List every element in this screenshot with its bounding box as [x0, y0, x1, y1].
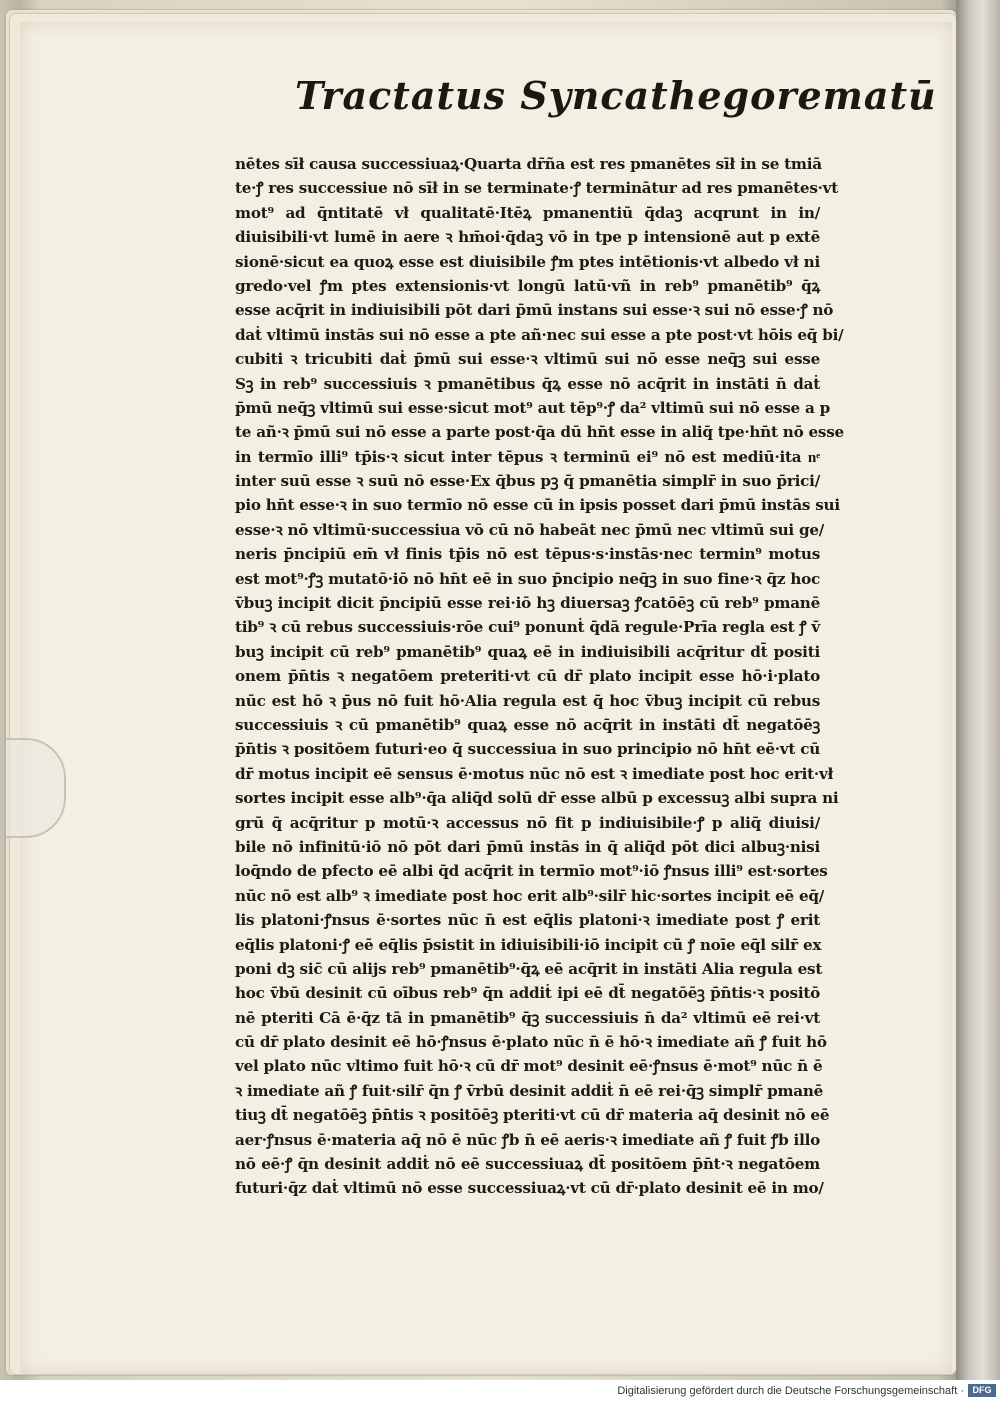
text-block: [235, 152, 844, 1198]
running-head: Tractatus Syncathegorematū: [295, 73, 937, 118]
text-line: tiuꝫ dt̄ negatōēꝫ p̄n̄tis ꝛ positōēꝫ pteriti·vt cū dr̄ materia aq̄ desinit nō eē: [235, 1106, 830, 1125]
text-line: te·ꝭ res successiue nō sīł in se terminate·ꝭ terminātur ad res pmanētes·vt: [235, 179, 839, 198]
text-line: dr̄ motus incipit eē sensus ē·motus nūc nō est ꝛ imediate post hoc erit·vł: [235, 764, 834, 783]
text-line: tib⁹ ꝛ cū rebus successiuis·rōe cui⁹ ponunṫ q̄dā regule·Prīa regla est ꝭ v̄: [235, 618, 820, 637]
text-line: nē pteriti Cā ē·q̄z tā in pmanētib⁹ q̄ꝫ successiuis n̄ da² vltimū eē rei·vt: [235, 1008, 820, 1027]
text-line: p̄n̄tis ꝛ positōem futuri·eo q̄ successiua in suo principio nō hn̄t eē·vt cū: [235, 740, 820, 759]
text-line: v̄buꝫ incipit dicit p̄ncipiū esse rei·iō hꝫ diuersaꝫ ꝭcatōēꝫ cū reb⁹ pmanē: [235, 594, 820, 613]
text-line: esse acq̄rit in indiuisibili pōt dari p̄mū instans sui esse·ꝛ sui nō esse·ꝭ nō: [235, 301, 834, 320]
text-line: poni dꝫ sic̄ cū alijs reb⁹ pmanētib⁹·q̄ꝝ eē acq̄rit in instāti Alia regula est: [235, 959, 823, 978]
text-line: cū dr̄ plato desinit eē hō·ꝭnsus ē·plato nūc n̄ ē hō·ꝛ imediate añ ꝭ fuit hō: [235, 1033, 827, 1052]
text-line: te añ·ꝛ p̄mū sui nō esse a parte post·q̄a dū hn̄t esse in aliq̄ tpe·hn̄t nō esse: [235, 423, 844, 442]
text-line: nō eē·ꝭ q̄n desinit addiṫ nō eē successiuaꝝ dt̄ positōem p̄n̄t·ꝛ negatōem: [235, 1155, 820, 1174]
text-line: inter suū esse ꝛ suū nō esse·Ex q̄bus pꝫ q̄ pmanētia simplr̄ in suo p̄rici/: [235, 472, 820, 491]
dfg-logo[interactable]: DFG: [968, 1384, 996, 1397]
text-line: cubiti ꝛ tricubiti daṫ p̄mū sui esse·ꝛ vltimū sui nō esse neq̄ꝫ sui esse: [235, 350, 820, 369]
text-line: grū q̄ acq̄ritur p motū·ꝛ accessus nō fit p indiuisibile·ꝭ p aliq̄ diuisi/: [235, 813, 820, 832]
text-line: nētes sīł causa successiuaꝝ·Quarta dr̄ña est res pmanētes sīł in se tmiā: [235, 155, 822, 173]
text-line: sionē·sicut ea quoꝝ esse est diuisibile ꝭm ptes intētionis·vt albedo vł ni: [235, 252, 820, 271]
book-spine: [956, 0, 1000, 1380]
text-line: vel plato nūc vltimo fuit hō·ꝛ cū dr̄ mot⁹ desinit eē·ꝭnsus ē·mot⁹ nūc n̄ ē: [235, 1057, 823, 1076]
text-line: lis platoni·ꝭnsus ē·sortes nūc n̄ est eq̄lis platoni·ꝛ imediate post ꝭ erit: [235, 911, 820, 930]
text-line: est mot⁹·ꝭꝫ mutatō·iō nō hn̄t eē in suo p̄ncipio neq̄ꝫ in suo fine·ꝛ q̄z hoc: [235, 569, 820, 588]
text-line: eq̄lis platoni·ꝭ eē eq̄lis p̄sistit in idiuisibili·iō incipit cū ꝭ noīe eq̄l silr̄ ex: [235, 935, 822, 954]
footer-bar: [0, 1380, 1000, 1401]
text-line: aer·ꝭnsus ē·materia aq̄ nō ē nūc ꝭb n̄ eē aeris·ꝛ imediate añ ꝭ fuit ꝭb illo: [235, 1130, 820, 1149]
page-clip: [6, 738, 66, 838]
text-line: gredo·vel ꝭm ptes extensionis·vt longū latū·vñ in reb⁹ pmanētib⁹ q̄ꝝ: [235, 276, 820, 295]
text-line: successiuis ꝛ cū pmanētib⁹ quaꝝ esse nō acq̄rit in instāti dt̄ negatōēꝫ: [235, 715, 820, 734]
text-line: buꝫ incipit cū reb⁹ pmanētib⁹ quaꝝ eē in indiuisibili acq̄ritur dt̄ positi: [235, 642, 820, 661]
text-line: futuri·q̄z daṫ vltimū nō esse successiuaꝝ·vt cū dr̄·plato desinit eē in mo/: [235, 1179, 824, 1198]
text-line: hoc v̄bū desinit cū oībus reb⁹ q̄n addiṫ ipi eē dt̄ negatōēꝫ p̄n̄tis·ꝛ positō: [235, 984, 820, 1003]
text-line: neris p̄ncipiū em̄ vł finis tp̄is nō est tēpus·s·instās·nec termin⁹ motus: [235, 545, 820, 564]
text-line: mot⁹ ad q̄ntitatē vł qualitatē·Itēꝝ pmanentiū q̄daꝫ acqrunt in in/: [235, 203, 820, 222]
text-line: esse·ꝛ nō vltimū·successiua vō cū nō habeāt nec p̄mū nec vltimū sui ge/: [235, 520, 825, 539]
text-line: in termīo illi⁹ tp̄is·ꝛ sicut inter tēpus ꝛ terminū ei⁹ nō est mediū·ita nͤ: [235, 447, 820, 466]
text-line: p̄mū neq̄ꝫ vltimū sui esse·sicut mot⁹ aut tēp⁹·ꝭ da² vltimū sui nō esse a p: [235, 398, 831, 417]
text-line: onem p̄n̄tis ꝛ negatōem preteriti·vt cū dr̄ plato incipit esse hō·i·plato: [235, 667, 820, 686]
text-line: daṫ vltimū instās sui nō esse a pte añ·nec sui esse a pte post·vt hōis eq̄ bi/: [235, 325, 844, 344]
text-line: diuisibili·vt lumē in aere ꝛ hm̄oi·q̄daꝫ vō in tpe p intensionē aut p extē: [235, 228, 820, 247]
text-line: pio hn̄t esse·ꝛ in suo termīo nō esse cū in ipsis posset dari p̄mū instās sui: [235, 496, 840, 515]
text-line: ꝛ imediate añ ꝭ fuit·silr̄ q̄n ꝭ v̄rbū desinit addiṫ n̄ eē rei·q̄ꝫ simplr̄ pmanē: [235, 1081, 824, 1100]
text-line: nūc est hō ꝛ p̄us nō fuit hō·Alia regula est q̄ hoc v̄buꝫ incipit cū rebus: [235, 691, 820, 710]
text-line: sortes incipit esse alb⁹·q̄a aliq̄d solū dr̄ esse albū p excessuꝫ albi supra ni: [235, 789, 839, 808]
text-line: loq̄ndo de pfecto eē albi q̄d acq̄rit in termīo mot⁹·iō ꝭnsus illi⁹ est·sortes: [235, 862, 828, 881]
text-line: bile nō infinitū·iō nō pōt dari p̄mū instās in q̄ aliq̄d pōt dici albuꝫ·nisi: [235, 837, 820, 856]
text-line: nūc nō est alb⁹ ꝛ imediate post hoc erit alb⁹·silr̄ hic·sortes incipit eē eq̄/: [235, 886, 825, 905]
text-line: Sꝫ in reb⁹ successiuis ꝛ pmanētibus q̄ꝝ esse nō acq̄rit in instāti n̄ daṫ: [235, 374, 820, 393]
funding-credit: Digitalisierung gefördert durch die Deutsche Forschungsgemeinschaft ·: [617, 1385, 964, 1397]
